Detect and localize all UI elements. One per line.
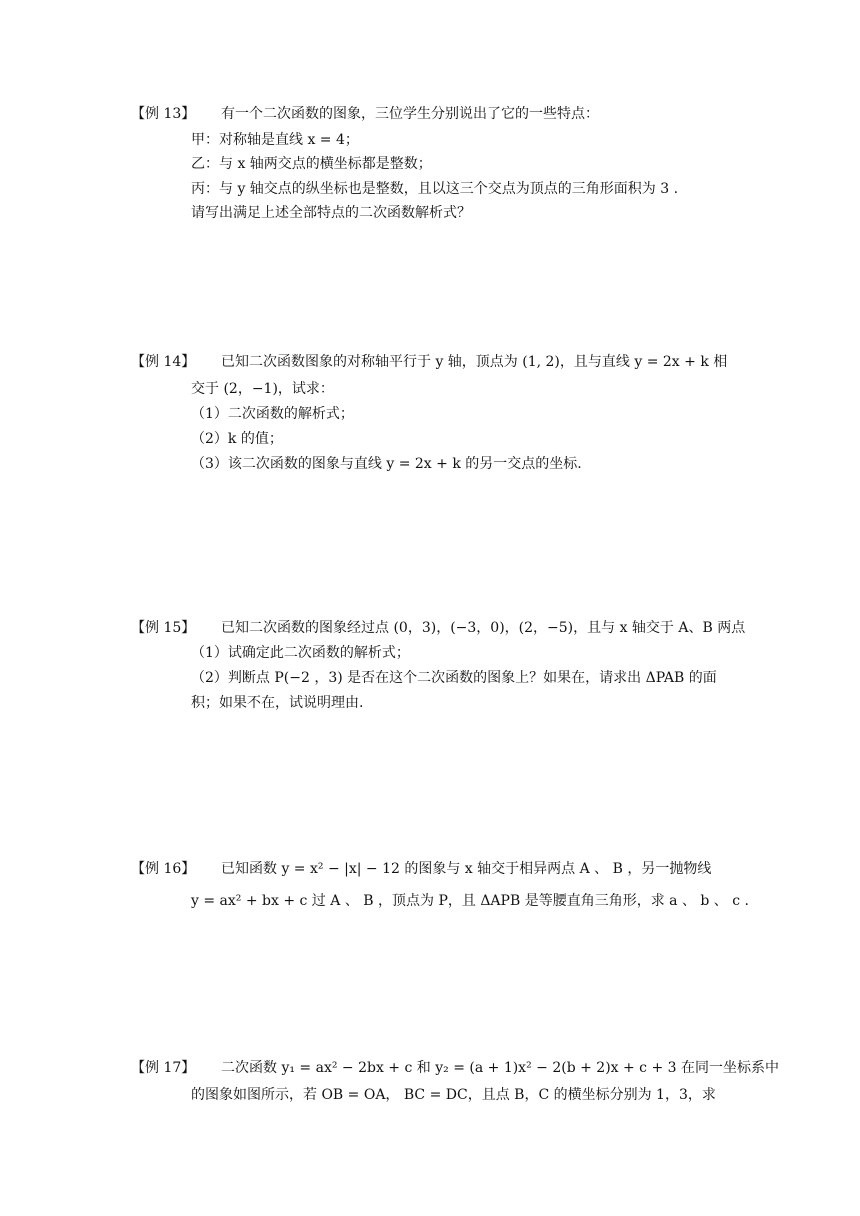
example-14-line-1: 已知二次函数图象的对称轴平行于 y 轴，顶点为 (1, 2)，且与直线 y = 2x + k 相	[221, 354, 728, 370]
example-13-line-2: 甲：对称轴是直线 x = 4；	[191, 132, 359, 148]
example-15-line-2: （1）试确定此二次函数的解析式；	[191, 645, 410, 661]
example-16-line-2: y = ax² + bx + c 过 A 、 B ，顶点为 P，且 ΔAPB 是等腰直角三角形，求 a 、 b 、 c .	[191, 893, 750, 909]
example-16-label: 【例 16】	[131, 861, 196, 877]
example-16-line-1: 已知函数 y = x² − |x| − 12 的图象与 x 轴交于相异两点 A 、 B ，另一抛物线	[221, 861, 712, 877]
example-15-line-1: 已知二次函数的图象经过点 (0，3)，(−3，0)，(2，−5)，且与 x 轴交于 A、B 两点	[221, 620, 746, 636]
example-13-label: 【例 13】	[131, 106, 196, 122]
example-13-line-1: 有一个二次函数的图象，三位学生分别说出了它的一些特点：	[221, 106, 599, 122]
example-15-line-3: （2）判断点 P(−2 ，3) 是否在这个二次函数的图象上？如果在，请求出 ΔPAB 的面	[191, 670, 717, 686]
example-17-label: 【例 17】	[131, 1060, 196, 1076]
example-14-line-4: （2）k 的值；	[191, 431, 283, 447]
example-17-line-1: 二次函数 y₁ = ax² − 2bx + c 和 y₂ = (a + 1)x² − 2(b + 2)x + c + 3 在同一坐标系中	[221, 1060, 780, 1076]
example-17-line-2: 的图象如图所示，若 OB = OA， BC = DC，且点 B，C 的横坐标分别为 1，3，求	[191, 1087, 716, 1103]
example-14-label: 【例 14】	[131, 354, 196, 370]
example-15-line-4: 积；如果不在，试说明理由.	[191, 695, 364, 711]
example-15-label: 【例 15】	[131, 620, 196, 636]
example-13-line-5: 请写出满足上述全部特点的二次函数解析式？	[191, 205, 471, 221]
example-14-line-5: （3）该二次函数的图象与直线 y = 2x + k 的另一交点的坐标.	[191, 456, 582, 472]
example-14-line-2: 交于 (2，−1)，试求：	[191, 381, 334, 397]
example-13-line-4: 丙：与 y 轴交点的纵坐标也是整数，且以这三个交点为顶点的三角形面积为 3 .	[191, 181, 679, 197]
example-13-line-3: 乙：与 x 轴两交点的横坐标都是整数；	[191, 156, 432, 172]
example-14-line-3: （1）二次函数的解析式；	[191, 406, 354, 422]
